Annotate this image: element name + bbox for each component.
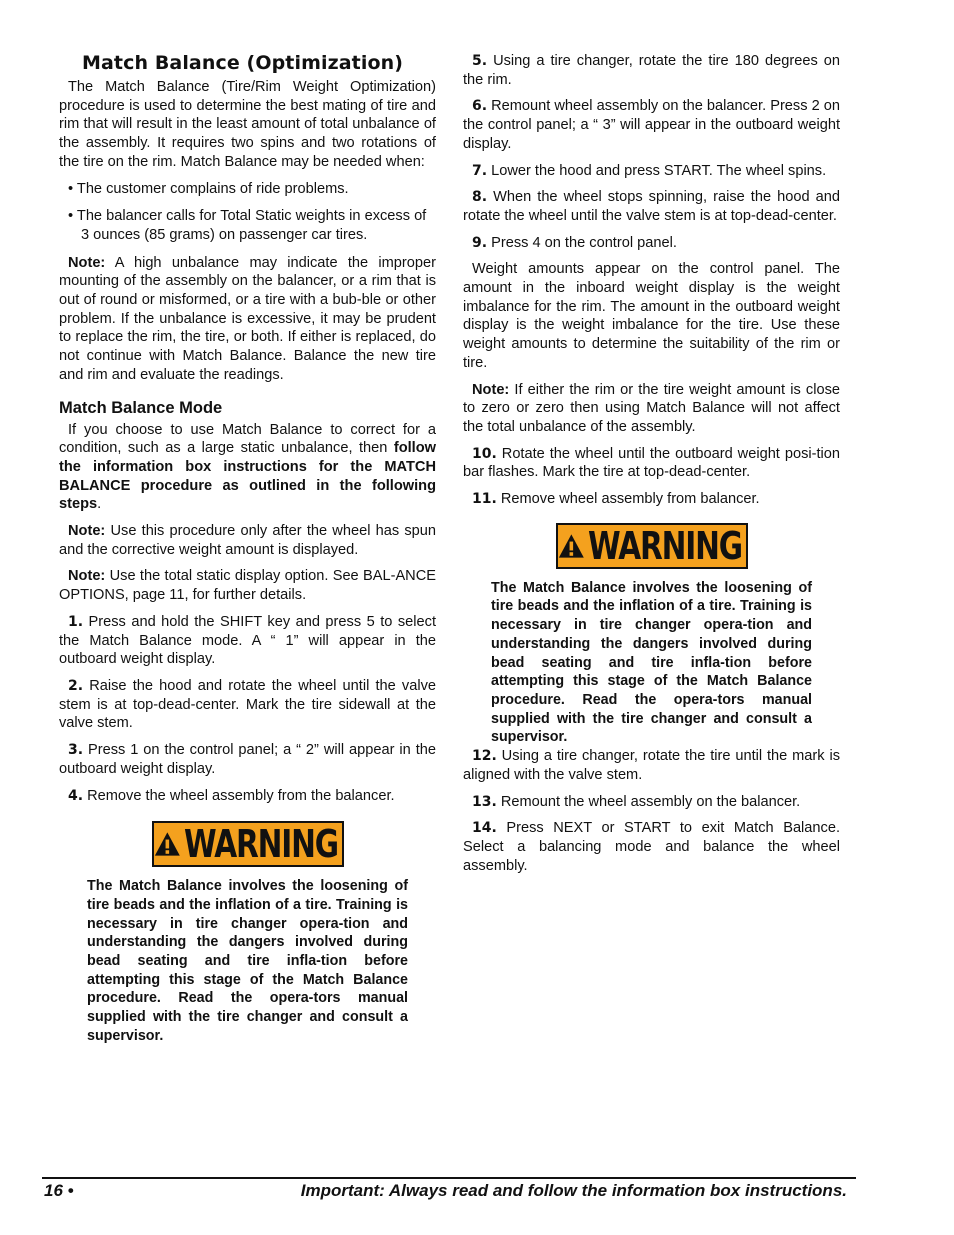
step-number: 4. xyxy=(68,787,84,804)
step-number: 1. xyxy=(68,613,84,630)
note-label: Note: xyxy=(68,568,106,585)
warning-label: WARNING xyxy=(588,523,743,568)
step-text: Press 4 on the control panel. xyxy=(487,234,677,251)
note-text: If either the rim or the tire weight amount is close to zero or zero then using Match Balance will not affect the total unbalance of the assembly. xyxy=(463,381,840,435)
step-item xyxy=(59,741,436,778)
warning-triangle-icon xyxy=(154,830,181,858)
step-item xyxy=(463,52,840,89)
step-text: Remount wheel assembly on the balancer. Press 2 on the control panel; a “ 3” will appear in the outboard weight display. xyxy=(463,98,840,152)
mode-text-end: . xyxy=(97,496,102,513)
warning-section xyxy=(463,523,840,747)
warning-text: The Match Balance involves the loosening of tire beads and the inflation of a tire. Training is necessary in tire changer opera-tion and understanding the dangers involved during bead seating and tire infla-tion before attempting this stage of the Match Balance procedure. Read the opera-tors manual supplied with the tire changer and consult a supervisor. xyxy=(491,579,812,746)
step-number: 9. xyxy=(472,234,488,251)
step-number: 12. xyxy=(472,748,497,765)
note-paragraph xyxy=(59,567,436,604)
footer-important: Important: Always read and follow the information box instructions. xyxy=(300,1181,847,1200)
step-text: Lower the hood and press START. The wheel spins. xyxy=(487,162,827,179)
page-number: 16 • xyxy=(44,1181,74,1200)
step-item xyxy=(463,747,840,784)
warning-label: WARNING xyxy=(184,822,339,867)
note-text: Use this procedure only after the wheel has spun and the corrective weight amount is displayed. xyxy=(59,523,436,558)
step-number: 5. xyxy=(472,53,488,69)
note-paragraph xyxy=(59,254,436,385)
step-item xyxy=(463,793,840,812)
step-number: 8. xyxy=(472,189,488,206)
note-text: Use the total static display option. See BAL-ANCE OPTIONS, page 11, for further details. xyxy=(59,568,436,604)
step-number: 6. xyxy=(472,98,488,115)
step-text: Remount the wheel assembly on the balancer. xyxy=(496,793,801,810)
bullet-item: • The customer complains of ride problems. xyxy=(68,180,349,197)
warning-text: The Match Balance involves the loosening of tire beads and the inflation of a tire. Training is necessary in tire changer opera-tion and understanding the dangers involved during bead seating and tire infla-tion before attempting this stage of the Match Balance procedure. Read the opera-tors manual supplied with the tire changer and consult a supervisor. xyxy=(87,878,408,1044)
bullet-item: • The balancer calls for Total Static weights in excess of 3 ounces (85 grams) on passenger car tires. xyxy=(68,208,427,243)
step-text: Press and hold the SHIFT key and press 5 to select the Match Balance mode. A “ 1” will appear in the outboard weight display. xyxy=(59,613,436,668)
step-number: 14. xyxy=(472,820,497,837)
step-number: 13. xyxy=(472,793,497,810)
step-text: When the wheel stops spinning, raise the hood and rotate the wheel until the valve stem is at top-dead-center. xyxy=(463,189,840,224)
step-text: Using a tire changer, rotate the tire 180 degrees on the rim. xyxy=(463,53,840,88)
step-item xyxy=(463,97,840,153)
note-label: Note: xyxy=(68,254,106,271)
step-text: Remove wheel assembly from balancer. xyxy=(496,491,760,508)
note-label: Note: xyxy=(472,381,510,398)
step-item xyxy=(463,490,840,509)
step-text: Rotate the wheel until the outboard weight posi-tion bar flashes. Mark the tire at top-dead-center. xyxy=(463,445,840,481)
step-text: Using a tire changer, rotate the tire until the mark is aligned with the valve stem. xyxy=(463,748,840,783)
footer-rule xyxy=(42,1177,856,1179)
step-item xyxy=(463,188,840,225)
section-title: Match Balance (Optimization) xyxy=(82,52,404,74)
warning-banner xyxy=(556,523,748,569)
step-number: 3. xyxy=(68,742,84,759)
note-text: A high unbalance may indicate the improper mounting of the assembly on the balancer, or a rim that is out of round or misformed, or a tire with a bub-ble or other problem. If the unbalance is excessive, it may be prudent to replace the rim, the tire, or both. If either is replaced, do not continue with Match Balance. Balance the new tire and rim and evaluate the readings. xyxy=(59,254,436,383)
step-number: 7. xyxy=(472,162,488,179)
warning-section xyxy=(59,821,436,1045)
mode-paragraph xyxy=(59,421,436,515)
step-text: Press 1 on the control panel; a “ 2” will appear in the outboard weight display. xyxy=(59,742,436,777)
weight-paragraph: Weight amounts appear on the control panel. The amount in the inboard weight display is the weight imbalance for the rim. The amount in the outboard weight display is the weight imbalance for the tire. Use these weight amounts to determine the suitability of the rim or tire. xyxy=(463,261,840,371)
mode-text: If you choose to use Match Balance to correct for a condition, such as a large static unbalance, then xyxy=(59,421,436,457)
step-text: Remove the wheel assembly from the balancer. xyxy=(83,787,395,804)
step-number: 10. xyxy=(472,445,497,462)
subsection-heading: Match Balance Mode xyxy=(59,398,223,417)
right-column xyxy=(463,52,840,883)
intro-paragraph: The Match Balance (Tire/Rim Weight Optimization) procedure is used to determine the best mating of tire and rim that will result in the least amount of total unbalance of the assembly. It requires two spins and two rotations of the tire on the rim. Match Balance may be needed when: xyxy=(59,79,436,170)
step-item xyxy=(463,819,840,875)
step-item xyxy=(59,787,436,806)
step-item xyxy=(59,613,436,669)
mode-text-bold: follow the information box instructions for the MATCH BALANCE procedure as outlined in the following steps xyxy=(59,440,436,513)
step-number: 2. xyxy=(68,677,84,694)
step-text: Press NEXT or START to exit Match Balance. Select a balancing mode and balance the wheel assembly. xyxy=(463,820,840,874)
note-paragraph xyxy=(463,381,840,437)
step-item xyxy=(59,677,436,733)
note-label: Note: xyxy=(68,523,106,540)
step-text: Raise the hood and rotate the wheel until the valve stem is at top-dead-center. Mark the tire sidewall at the valve stem. xyxy=(59,677,436,732)
step-number: 11. xyxy=(472,491,497,508)
step-item xyxy=(463,162,840,181)
step-item xyxy=(463,445,840,482)
note-paragraph xyxy=(59,522,436,559)
warning-banner xyxy=(152,821,344,867)
warning-triangle-icon xyxy=(558,532,585,560)
left-column xyxy=(59,52,436,1046)
step-item xyxy=(463,234,840,253)
